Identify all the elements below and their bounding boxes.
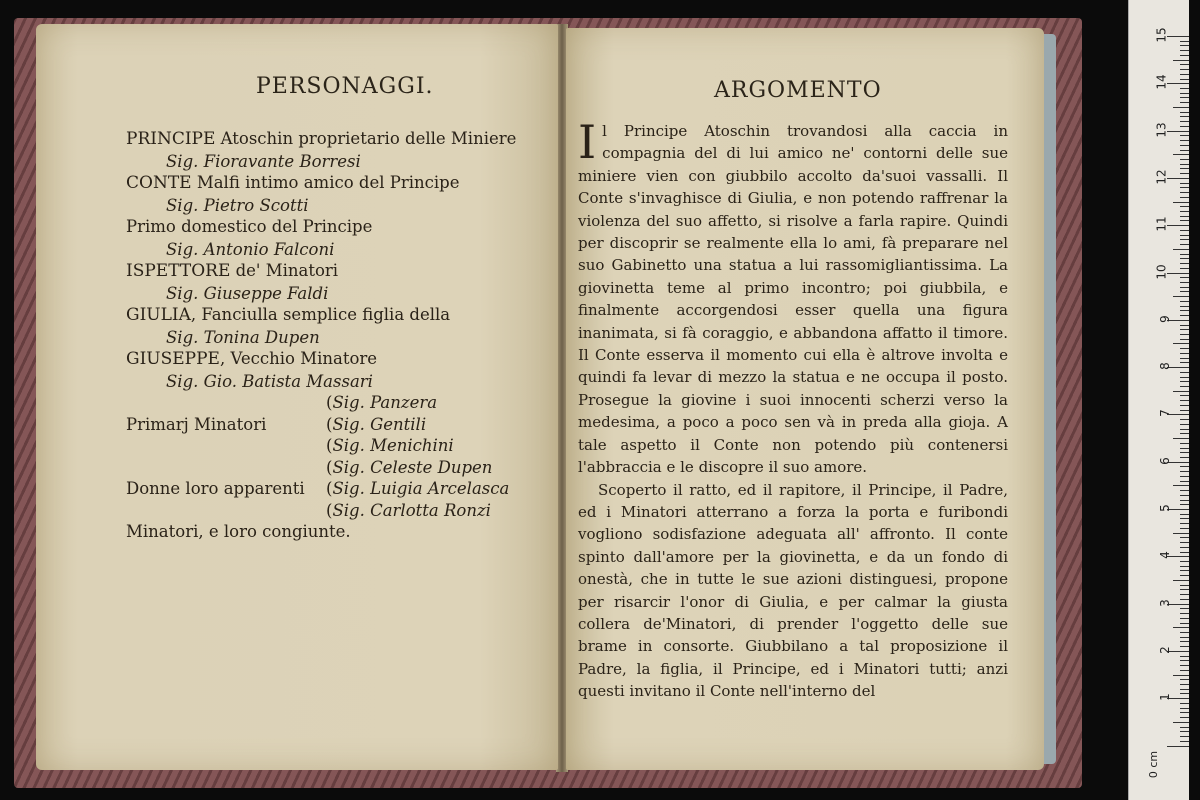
ruler-tick [1180,268,1189,269]
cast-footer: Minatori, e loro congiunte. [126,522,351,541]
ruler-tick [1180,684,1189,685]
ruler-tick [1180,452,1189,453]
ruler-tick [1180,183,1189,184]
ruler-tick [1180,112,1189,113]
ruler-tick [1180,405,1189,406]
ruler-tick [1180,358,1189,359]
ruler-tick [1180,708,1189,709]
group-name: Sig. Panzera [332,393,438,412]
ruler-tick [1180,150,1189,151]
ruler-tick [1180,381,1189,382]
ruler-tick [1180,216,1189,217]
ruler-tick [1180,476,1189,477]
ruler-tick [1180,230,1189,231]
ruler-tick [1180,334,1189,335]
ruler-tick [1180,566,1189,567]
ruler-tick [1180,187,1189,188]
ruler-tick [1173,107,1189,108]
ruler-tick [1180,206,1189,207]
ruler-number: 10 [1154,263,1169,280]
ruler-tick [1180,561,1189,562]
ruler-number: 12 [1154,169,1169,185]
ruler-tick [1180,656,1189,657]
ruler-tick [1180,235,1189,236]
ruler-tick [1180,168,1189,169]
ruler-tick [1180,424,1189,425]
ruler-tick [1180,159,1189,160]
ruler-tick [1180,741,1189,742]
ruler-tick [1173,627,1189,628]
group-label: Primarj Minatori [126,415,267,434]
ruler-tick [1180,429,1189,430]
cast-actor: Sig. Gio. Batista Massari [166,371,373,391]
cast-entry [126,260,556,304]
ruler-tick [1180,50,1189,51]
ruler-number: 6 [1158,456,1173,465]
ruler-number: 5 [1158,504,1173,512]
ruler-tick [1180,291,1189,292]
ruler-tick [1173,202,1189,203]
cast-role: ISPETTORE [126,261,231,281]
ruler-tick [1180,45,1189,46]
ruler-tick [1167,225,1189,226]
ruler-tick [1180,254,1189,255]
ruler-tick [1180,457,1189,458]
measuring-ruler [1128,0,1189,800]
group-name: Sig. Luigia Arcelasca [332,479,510,498]
ruler-tick [1180,140,1189,141]
ruler-tick [1180,618,1189,619]
group-names: (Sig. Panzera (Sig. Gentili (Sig. Menichini (Sig. Celeste Dupen [326,393,493,477]
ruler-tick [1180,329,1189,330]
ruler-tick [1173,485,1189,486]
ruler-tick [1173,154,1189,155]
group-name: Sig. Menichini [332,436,454,455]
ruler-number: 14 [1154,74,1169,90]
ruler-tick [1173,675,1189,676]
ruler-tick [1167,178,1189,179]
ruler-tick [1180,93,1189,94]
ruler-tick [1180,372,1189,373]
ruler-tick [1180,79,1189,80]
ruler-tick [1180,717,1189,718]
ruler-tick [1180,542,1189,543]
ruler-tick [1167,36,1189,37]
ruler-number: 8 [1158,362,1173,370]
group-name: Sig. Carlotta Ronzi [332,500,491,520]
ruler-tick [1180,348,1189,349]
ruler-number: 2 [1158,646,1173,654]
ruler-tick [1180,589,1189,590]
ruler-tick [1180,632,1189,633]
ruler-number: 4 [1158,551,1173,560]
ruler-tick [1180,448,1189,449]
ruler-number: 13 [1154,121,1169,138]
cast-actor: Sig. Antonio Falconi [166,239,335,259]
ruler-number: 11 [1154,216,1169,232]
ruler-tick [1180,646,1189,647]
ruler-tick [1180,287,1189,288]
ruler-tick [1180,244,1189,245]
ruler-tick [1180,306,1189,307]
ruler-tick [1180,197,1189,198]
ruler-tick [1173,391,1189,392]
ruler-tick [1173,296,1189,297]
ruler-tick [1180,239,1189,240]
cast-role: GIUSEPPE [126,349,220,369]
cast-role: PRINCIPE [126,129,216,149]
ruler-tick [1180,315,1189,316]
ruler-tick [1180,500,1189,501]
ruler-tick [1180,400,1189,401]
cast-list [126,128,556,543]
right-page [566,28,1044,770]
ruler-tick [1180,481,1189,482]
cast-actor: Sig. Fioravante Borresi [166,151,361,171]
ruler-tick [1180,433,1189,434]
paragraph-body: l Principe Atoschin trovandosi alla caccia in compagnia del di lui amico ne' contorni delle sue miniere vien con giubbilo accolto da'suoi vassalli. Il Conte s'invaghisce di Giulia, e non potendo raffrenar la violenza del suo affetto, si risolve a farla rapire. Quindi per discoprir se realmente ella lo ami, fà preparare nel suo Gabinetto una statua a lui rassomigliantissima. La giovinetta teme al primo incontro; poi giubbila, e finalmente accorgendosi esser quella una figura inanimata, si fà coraggio, e abbandona affatto il timore. Il Conte esserva il momento cui ella è altrove involta e quindi fa levar di mezzo la statua e ne occupa il posto. Prosegue la giovine i suoi innocenti scherzi verso la medesima, a poco a poco sen và in preda alla gioja. A tale aspetto il Conte non potendo più contenersi l'abbraccia e le discopre il suo amore. [578,122,1008,477]
ruler-tick [1180,74,1189,75]
ruler-number: 15 [1154,27,1169,43]
argument-text [578,115,1008,703]
drop-cap: I [578,115,597,169]
ruler-tick [1180,703,1189,704]
ruler-tick [1180,121,1189,122]
ruler-unit-label: 0 cm [1147,750,1161,779]
ruler-tick [1180,258,1189,259]
cast-actor: Sig. Giuseppe Faldi [166,283,329,303]
ruler-tick [1180,353,1189,354]
ruler-tick [1173,533,1189,534]
ruler-tick [1180,116,1189,117]
ruler-tick [1173,249,1189,250]
ruler-tick [1180,466,1189,467]
ruler-tick [1180,575,1189,576]
cast-actor: Sig. Tonina Dupen [166,327,320,347]
ruler-tick [1180,552,1189,553]
ruler-tick [1180,490,1189,491]
ruler-tick [1180,727,1189,728]
ruler-tick [1180,69,1189,70]
ruler-tick [1180,362,1189,363]
ruler-tick [1180,637,1189,638]
argument-paragraph [578,115,1008,479]
page-block-edge [1044,34,1056,764]
ruler-tick [1180,594,1189,595]
ruler-tick [1180,693,1189,694]
ruler-tick [1180,97,1189,98]
ruler-tick [1180,220,1189,221]
ruler-tick [1180,164,1189,165]
ruler-tick [1180,679,1189,680]
ruler-tick [1180,518,1189,519]
ruler-tick [1180,599,1189,600]
ruler-tick [1180,660,1189,661]
cast-entry [126,216,556,260]
ruler-tick [1180,395,1189,396]
ruler-tick [1180,641,1189,642]
ruler-tick [1180,145,1189,146]
ruler-tick [1180,608,1189,609]
cast-desc: , Fanciulla semplice figlia della [190,305,451,324]
ruler-tick [1180,339,1189,340]
ruler-tick [1180,570,1189,571]
ruler-tick [1180,310,1189,311]
ruler-tick [1180,410,1189,411]
ruler-tick [1167,746,1189,747]
ruler-tick [1180,443,1189,444]
ruler-tick [1180,377,1189,378]
cast-entry [126,348,556,392]
ruler-tick [1180,547,1189,548]
ruler-tick [1180,514,1189,515]
cast-desc: de' Minatori [230,261,339,280]
ruler-tick [1180,386,1189,387]
ruler-tick [1180,325,1189,326]
cast-desc: , Vecchio Minatore [219,349,378,368]
ruler-tick [1173,438,1189,439]
left-page-heading: PERSONAGGI. [256,74,434,99]
ruler-tick [1180,731,1189,732]
ruler-tick [1180,282,1189,283]
ruler-tick [1180,689,1189,690]
ruler-tick [1167,131,1189,132]
ruler-tick [1180,495,1189,496]
ruler-tick [1180,126,1189,127]
ruler-tick [1180,523,1189,524]
ruler-tick [1180,263,1189,264]
cast-role: CONTE [126,173,192,193]
ruler-tick [1180,504,1189,505]
ruler-tick [1167,273,1189,274]
ruler-tick [1180,419,1189,420]
ruler-tick [1180,537,1189,538]
ruler-tick [1180,301,1189,302]
cast-desc: Primo domestico del Principe [126,217,373,236]
cast-actor: Sig. Pietro Scotti [166,195,309,215]
group-donne [126,478,556,521]
ruler-tick [1180,623,1189,624]
ruler-number: 9 [1158,314,1173,323]
group-name: Sig. Gentili [332,414,427,434]
ruler-tick [1173,343,1189,344]
ruler-tick [1180,670,1189,671]
ruler-tick [1180,211,1189,212]
cast-desc: Atoschin proprietario delle Miniere [215,129,517,148]
ruler-tick [1180,135,1189,136]
ruler-tick [1180,712,1189,713]
ruler-number: 1 [1158,693,1173,702]
ruler-tick [1173,60,1189,61]
ruler-tick [1180,277,1189,278]
ruler-number: 7 [1158,409,1173,418]
ruler-tick [1180,64,1189,65]
ruler-tick [1180,192,1189,193]
right-page-heading: ARGOMENTO [714,78,882,103]
ruler-tick [1180,528,1189,529]
ruler-tick [1180,173,1189,174]
ruler-tick [1180,41,1189,42]
group-primarj-minatori [126,392,556,478]
ruler-tick [1180,55,1189,56]
ruler-tick [1180,471,1189,472]
ruler-tick [1173,580,1189,581]
left-page [36,24,558,770]
ruler-tick [1173,722,1189,723]
ruler-number: 3 [1158,598,1173,607]
ruler-tick [1180,736,1189,737]
argument-paragraph: Scoperto il ratto, ed il rapitore, il Principe, il Padre, ed i Minatori atterrano a forza la porta e furibondi vogliono sodisfazione adeguata all' affronto. Il conte spinto dall'amore per la giovinetta, e da un fondo di onestà, che in tutte le sue azioni distinguesi, propone per risarcir l'onor di Giulia, e per calmar la giusta collera de'Minatori, di prender l'oggetto delle sue brame in consorte. Giubbilano a tal proposizione il Padre, la figlia, il Principe, ed i Minatori tutti; anzi questi invitano il Conte nell'interno del [578,480,1008,701]
ruler-tick [1180,585,1189,586]
cast-entry [126,172,556,216]
ruler-tick [1180,88,1189,89]
group-name: Sig. Celeste Dupen [332,457,493,477]
cast-entry [126,128,556,172]
ruler-tick [1180,665,1189,666]
ruler-tick [1180,102,1189,103]
group-names: (Sig. Luigia Arcelasca (Sig. Carlotta Ronzi [326,479,510,520]
group-label: Donne loro apparenti [126,479,305,498]
cast-role: GIULIA [126,305,191,325]
cast-desc: Malfi intimo amico del Principe [191,173,460,192]
ruler-tick [1167,83,1189,84]
cast-entry [126,304,556,348]
ruler-tick [1180,613,1189,614]
